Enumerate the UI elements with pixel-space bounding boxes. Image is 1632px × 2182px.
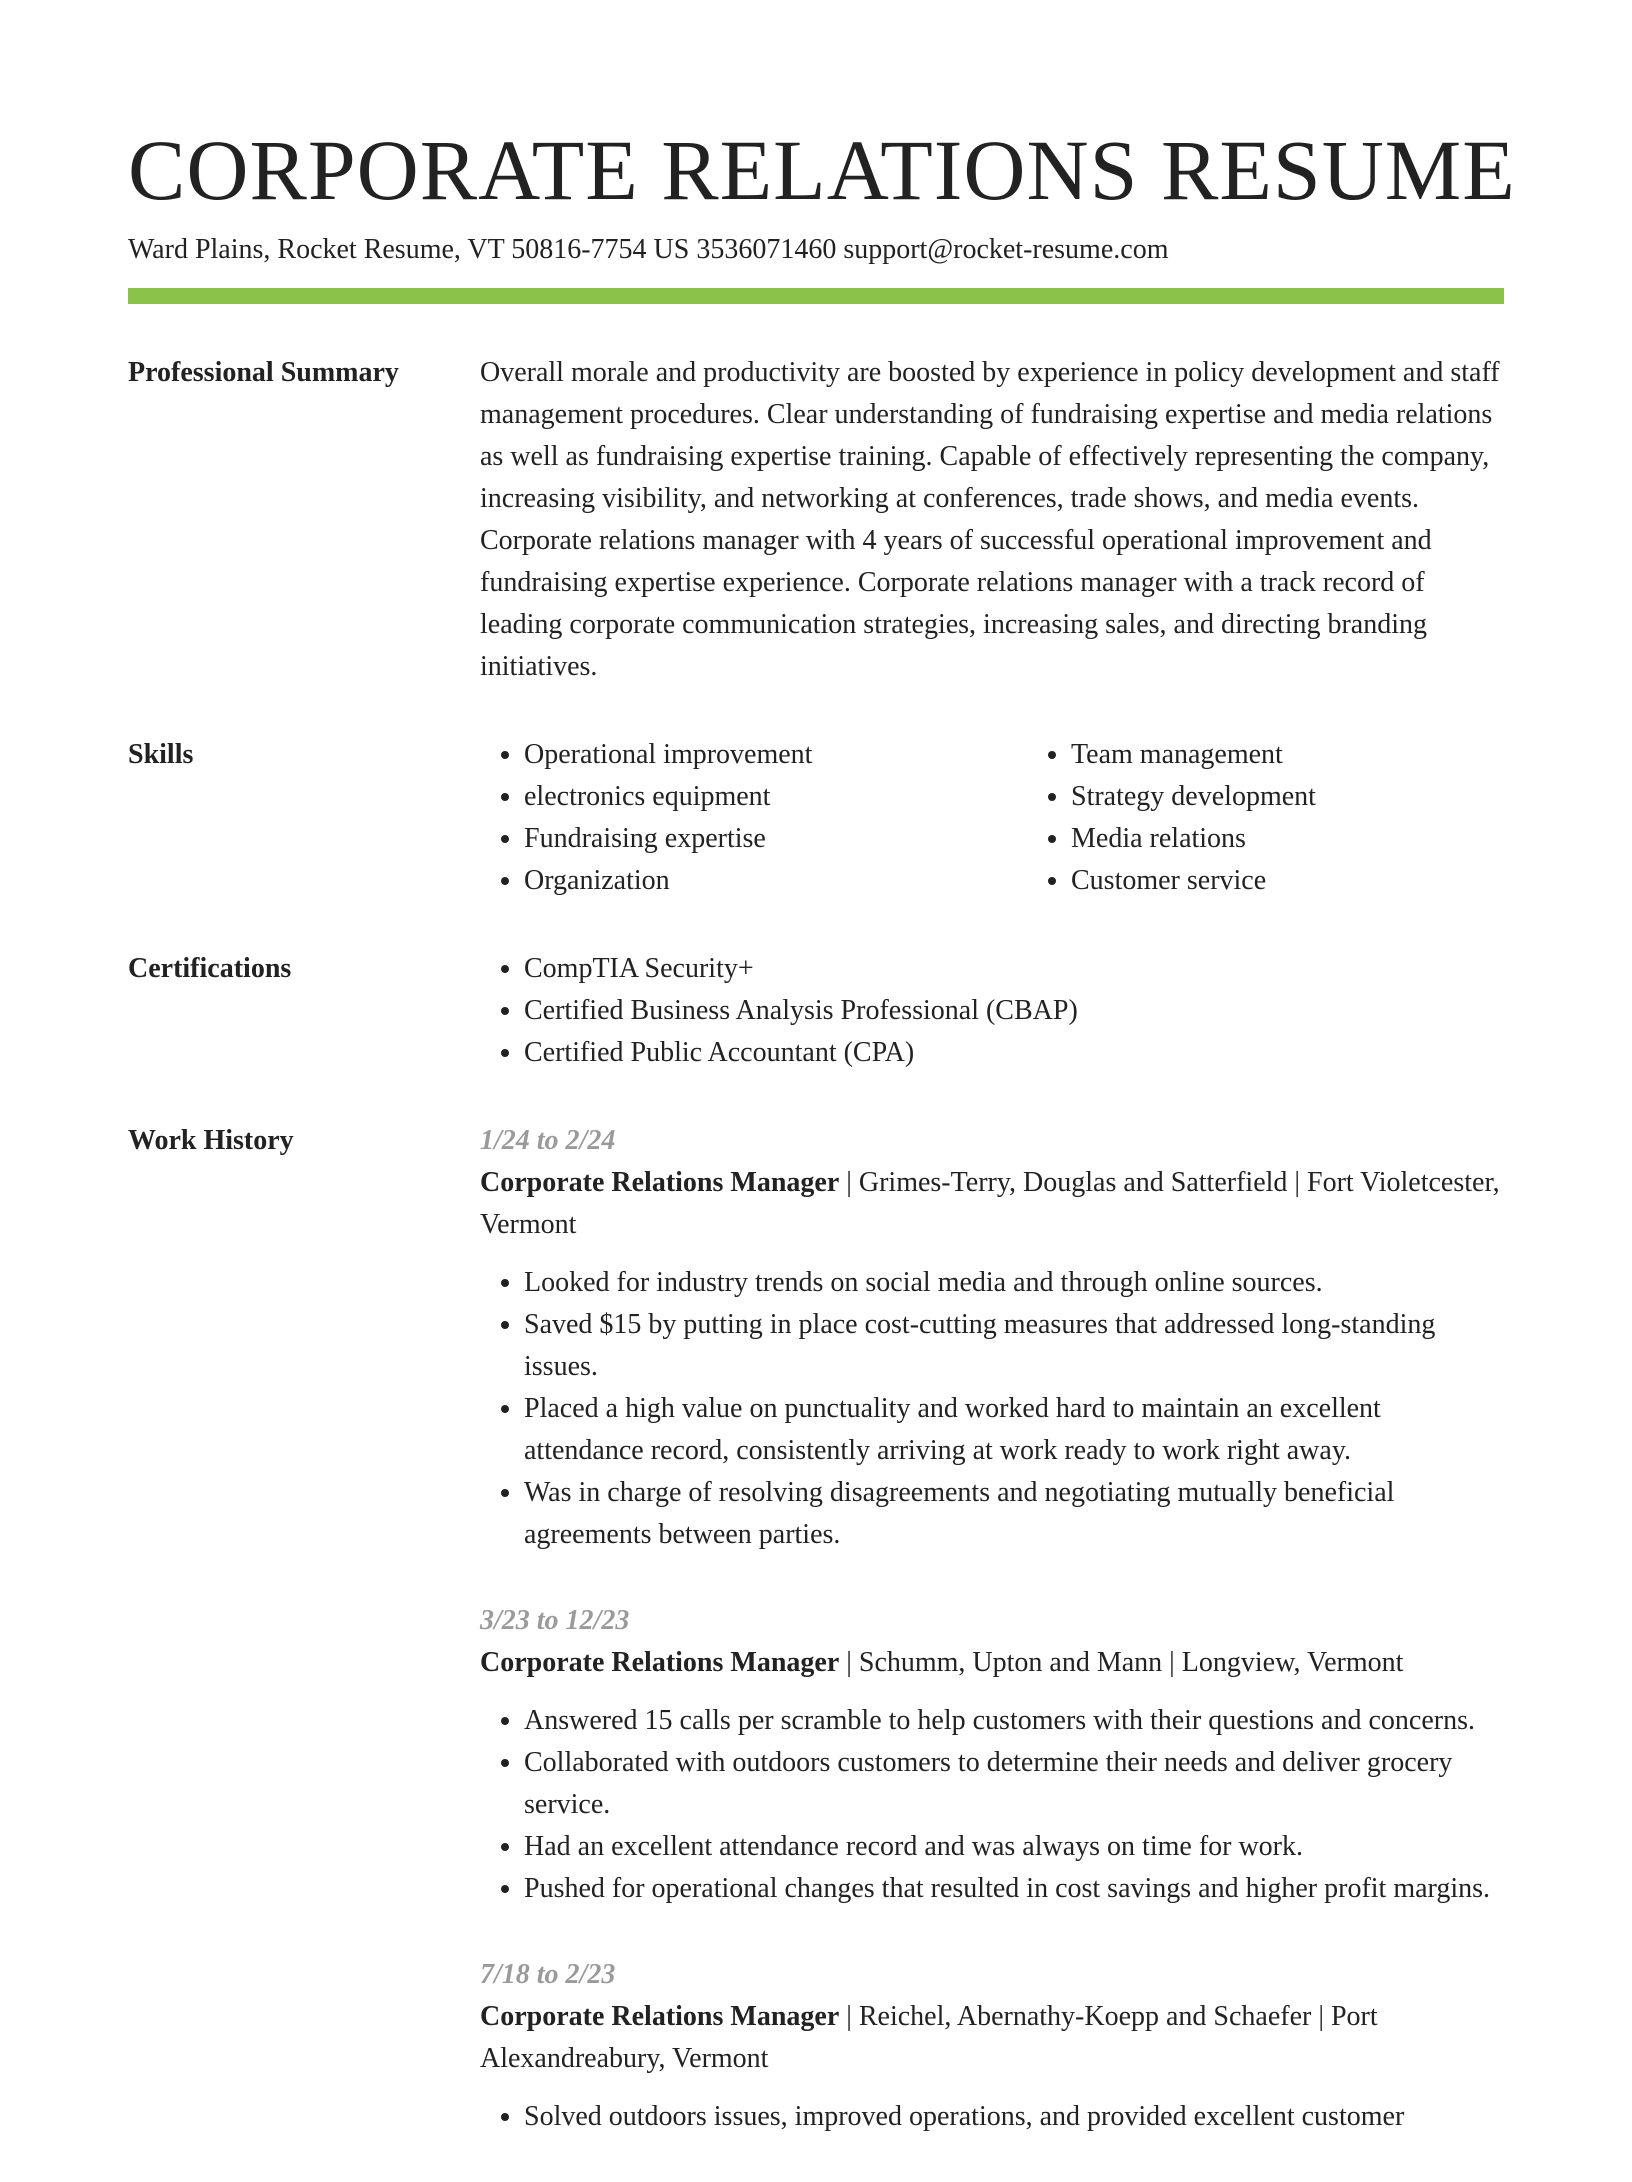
- work-history-body: [480, 1120, 1504, 2182]
- skill-item: • Customer service: [1071, 860, 1574, 902]
- job-entry: [480, 1120, 1504, 1556]
- job-dates: 1/24 to 2/24: [480, 1125, 616, 1156]
- job-bullet: • Was in charge of resolving disagreements and negotiating mutually beneficial agreements between parties.: [524, 1472, 1504, 1556]
- skills-heading: Skills: [128, 739, 194, 770]
- job-bullet-list: [480, 1262, 1504, 1556]
- job-bullet: • Solved outdoors issues, improved operations, and provided excellent customer: [524, 2096, 1504, 2138]
- summary-text: Overall morale and productivity are boosted by experience in policy development and staff management procedures. Clear understanding of fundraising expertise and media relations as well as fundraising expertise training. Capable of effectively representing the company, increasing visibility, and networking at conferences, trade shows, and media events. Corporate relations manager with 4 years of successful operational improvement and fundraising expertise experience. Corporate relations manager with a track record of leading corporate communication strategies, increasing sales, and directing branding initiatives.: [480, 357, 1500, 682]
- job-heading: [480, 1996, 1504, 2080]
- job-details: | Schumm, Upton and Mann | Longview, Vermont: [839, 1647, 1404, 1678]
- summary-body: [480, 352, 1504, 688]
- job-details: | Grimes-Terry, Douglas and Satterfield | Fort Violetcester, Vermont: [480, 1167, 1500, 1240]
- skill-item: • Team management: [1071, 734, 1574, 776]
- job-dates: 3/23 to 12/23: [480, 1605, 630, 1636]
- job-title: Corporate Relations Manager: [480, 2001, 840, 2032]
- certification-item: • CompTIA Security+: [524, 948, 1504, 990]
- skill-item: • Organization: [524, 860, 1027, 902]
- job-bullet: • Answered 15 calls per scramble to help customers with their questions and concerns.: [524, 1700, 1504, 1742]
- contact-info: Ward Plains, Rocket Resume, VT 50816-7754 US 3536071460 support@rocket-resume.com: [128, 234, 1169, 265]
- skill-item: • Fundraising expertise: [524, 818, 1027, 860]
- header-divider: [128, 288, 1504, 304]
- job-bullet: • Placed a high value on punctuality and worked hard to maintain an excellent attendance record, consistently arriving at work ready to work right away.: [524, 1388, 1504, 1472]
- job-bullet-list: [480, 2096, 1504, 2138]
- job-bullet: • Had an excellent attendance record and was always on time for work.: [524, 1826, 1504, 1868]
- skill-item: • Strategy development: [1071, 776, 1574, 818]
- skills-column-right: [1027, 734, 1574, 902]
- job-bullet: • Collaborated with outdoors customers to determine their needs and deliver grocery service.: [524, 1742, 1504, 1826]
- job-entry: [480, 1954, 1504, 2138]
- job-heading: [480, 1162, 1504, 1246]
- job-heading: [480, 1642, 1504, 1684]
- summary-section: [128, 352, 1504, 688]
- skill-item: • Media relations: [1071, 818, 1574, 860]
- work-history-section: [128, 1120, 1504, 2182]
- job-entry: [480, 1600, 1504, 1910]
- job-bullet: • Saved $15 by putting in place cost-cutting measures that addressed long-standing issues.: [524, 1304, 1504, 1388]
- certifications-body: [480, 948, 1504, 1074]
- job-dates: 7/18 to 2/23: [480, 1959, 616, 1990]
- skill-item: • electronics equipment: [524, 776, 1027, 818]
- job-bullet-list: [480, 1700, 1504, 1910]
- job-bullet: • Pushed for operational changes that resulted in cost savings and higher profit margins.: [524, 1868, 1504, 1910]
- certifications-heading: Certifications: [128, 953, 292, 984]
- certifications-list: [480, 948, 1504, 1074]
- work-history-heading: Work History: [128, 1125, 294, 1156]
- certification-item: • Certified Business Analysis Professional (CBAP): [524, 990, 1504, 1032]
- job-title: Corporate Relations Manager: [480, 1647, 840, 1678]
- job-details: | Reichel, Abernathy-Koepp and Schaefer | Port Alexandreabury, Vermont: [480, 2001, 1378, 2074]
- certification-item: • Certified Public Accountant (CPA): [524, 1032, 1504, 1074]
- skills-section: [128, 734, 1504, 902]
- job-title: Corporate Relations Manager: [480, 1167, 840, 1198]
- skill-item: • Operational improvement: [524, 734, 1027, 776]
- resume-title: CORPORATE RELATIONS RESUME: [128, 122, 1516, 218]
- job-bullet: • Looked for industry trends on social media and through online sources.: [524, 1262, 1504, 1304]
- summary-heading: Professional Summary: [128, 357, 399, 388]
- certifications-section: [128, 948, 1504, 1074]
- resume-page: [128, 0, 1516, 2182]
- skills-column-left: [480, 734, 1027, 902]
- skills-list: [480, 734, 1574, 902]
